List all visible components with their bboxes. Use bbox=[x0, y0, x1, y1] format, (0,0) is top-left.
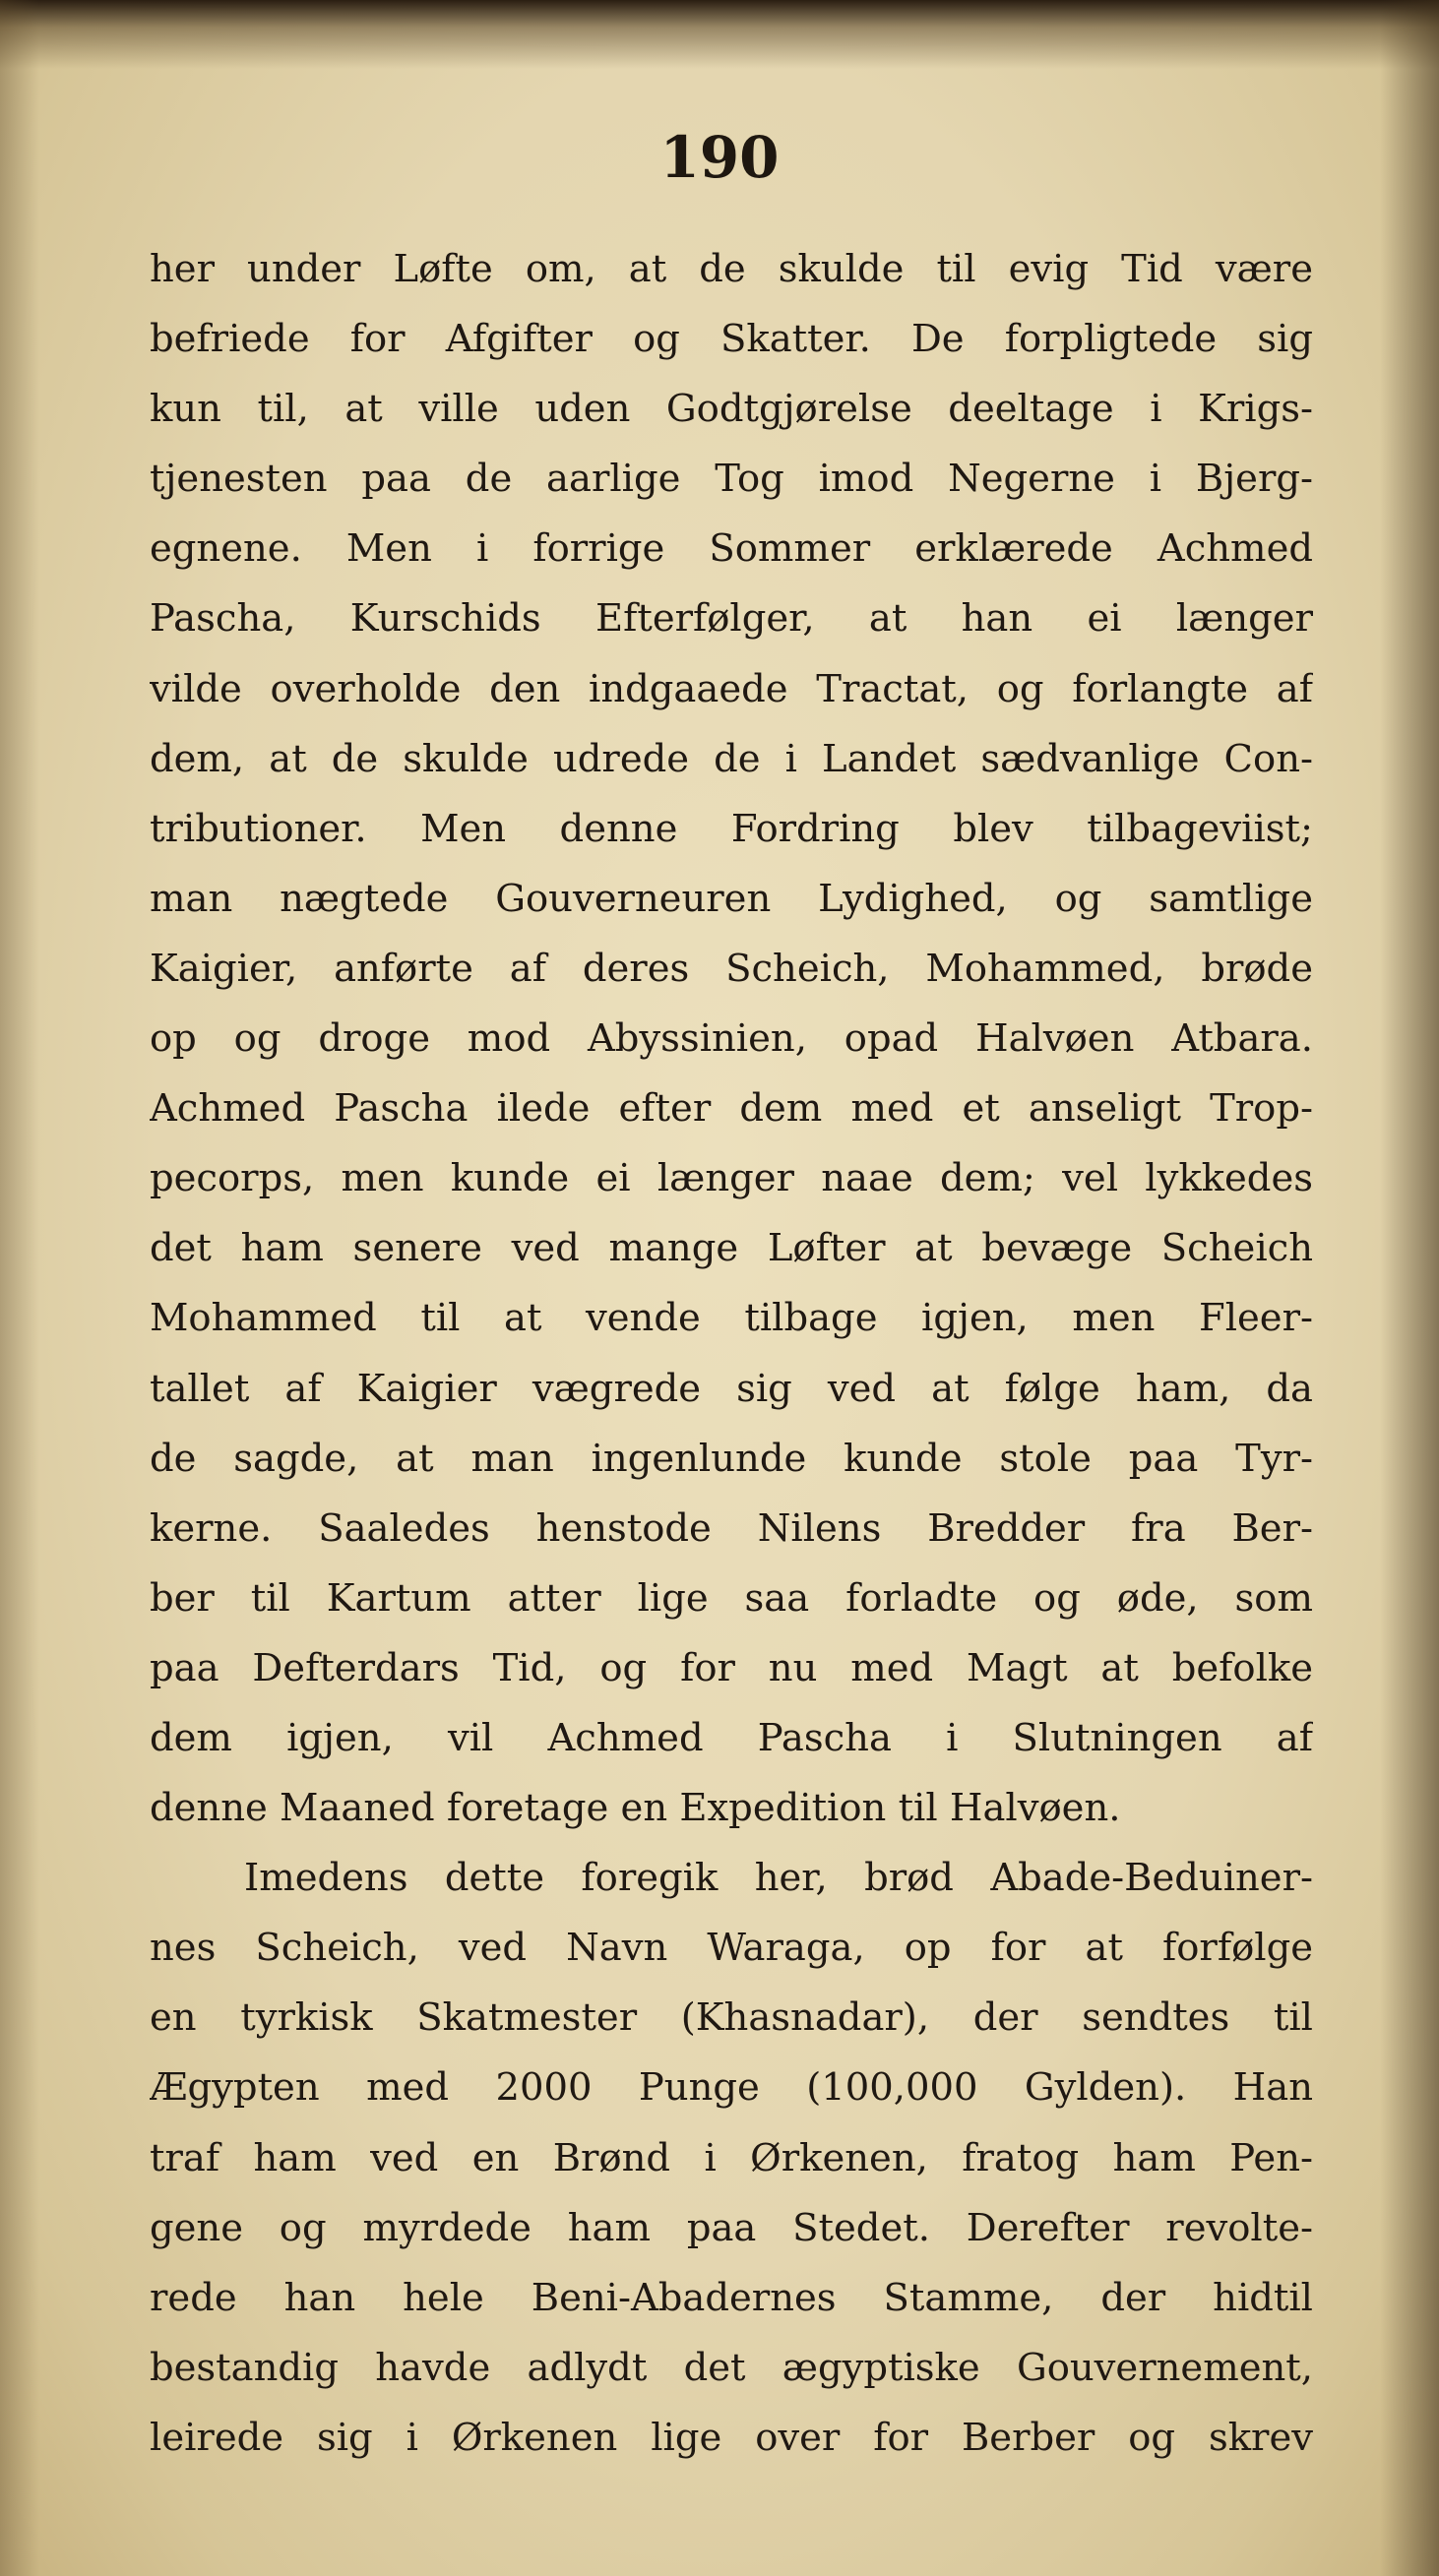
page-number: 190 bbox=[659, 124, 780, 191]
text-line: tributioner. Men denne Fordring blev tilbageviist; bbox=[150, 806, 1313, 851]
text-line: Ægypten med 2000 Punge (100,000 Gylden). Han bbox=[150, 2065, 1313, 2111]
text-line: denne Maaned foretage en Expedition til Halvøen. bbox=[150, 1786, 1121, 1831]
text-line: Kaigier, anførte af deres Scheich, Mohammed, brøde bbox=[150, 946, 1313, 991]
text-line: tjenesten paa de aarlige Tog imod Negerne i Bjerg- bbox=[150, 457, 1313, 502]
text-line: en tyrkisk Skatmester (Khasnadar), der sendtes til bbox=[150, 1995, 1313, 2041]
text-line: ber til Kartum atter lige saa forladte og øde, som bbox=[150, 1575, 1313, 1621]
text-line: det ham senere ved mange Løfter at bevæge Scheich bbox=[150, 1226, 1313, 1271]
text-line: kun til, at ville uden Godtgjørelse deeltage i Krigs- bbox=[150, 387, 1313, 432]
text-line: op og droge mod Abyssinien, opad Halvøen Atbara. bbox=[150, 1016, 1313, 1062]
text-line: de sagde, at man ingenlunde kunde stole paa Tyr- bbox=[150, 1436, 1313, 1481]
text-line: leirede sig i Ørkenen lige over for Berber og skrev bbox=[150, 2415, 1313, 2460]
text-line: tallet af Kaigier vægrede sig ved at følge ham, da bbox=[150, 1366, 1313, 1411]
text-line: Pascha, Kurschids Efterfølger, at han ei længer bbox=[150, 596, 1313, 642]
text-line: bestandig havde adlydt det ægyptiske Gouvernement, bbox=[150, 2345, 1313, 2390]
text-line: dem, at de skulde udrede de i Landet sædvanlige Con- bbox=[150, 736, 1313, 781]
text-line: Mohammed til at vende tilbage igjen, men Fleer- bbox=[150, 1296, 1313, 1341]
page-edge-shadow-top bbox=[0, 0, 1439, 69]
page-edge-shadow-left bbox=[0, 0, 39, 2576]
text-line: rede han hele Beni-Abadernes Stamme, der hidtil bbox=[150, 2275, 1313, 2320]
text-line: vilde overholde den indgaaede Tractat, og forlangte af bbox=[150, 666, 1313, 711]
text-line: kerne. Saaledes henstode Nilens Bredder fra Ber- bbox=[150, 1505, 1313, 1551]
text-line: nes Scheich, ved Navn Waraga, op for at forfølge bbox=[150, 1926, 1313, 1971]
text-line: gene og myrdede ham paa Stedet. Derefter revolte- bbox=[150, 2205, 1313, 2250]
text-line: befriede for Afgifter og Skatter. De forpligtede sig bbox=[150, 317, 1313, 362]
page-edge-shadow-right bbox=[1380, 0, 1439, 2576]
text-line: Achmed Pascha ilede efter dem med et anseligt Trop- bbox=[150, 1086, 1313, 1132]
text-line: man nægtede Gouverneuren Lydighed, og samtlige bbox=[150, 876, 1313, 921]
text-line: paa Defterdars Tid, og for nu med Magt at befolke bbox=[150, 1645, 1313, 1690]
text-line-paragraph-start: Imedens dette foregik her, brød Abade-Beduiner- bbox=[244, 1856, 1313, 1901]
text-line: traf ham ved en Brønd i Ørkenen, fratog ham Pen- bbox=[150, 2135, 1313, 2180]
text-line: her under Løfte om, at de skulde til evig Tid være bbox=[150, 247, 1313, 291]
text-line: dem igjen, vil Achmed Pascha i Slutningen af bbox=[150, 1715, 1313, 1760]
text-line: pecorps, men kunde ei længer naae dem; vel lykkedes bbox=[150, 1156, 1313, 1201]
body-text bbox=[150, 234, 1313, 2473]
text-line: egnene. Men i forrige Sommer erklærede Achmed bbox=[150, 526, 1313, 572]
